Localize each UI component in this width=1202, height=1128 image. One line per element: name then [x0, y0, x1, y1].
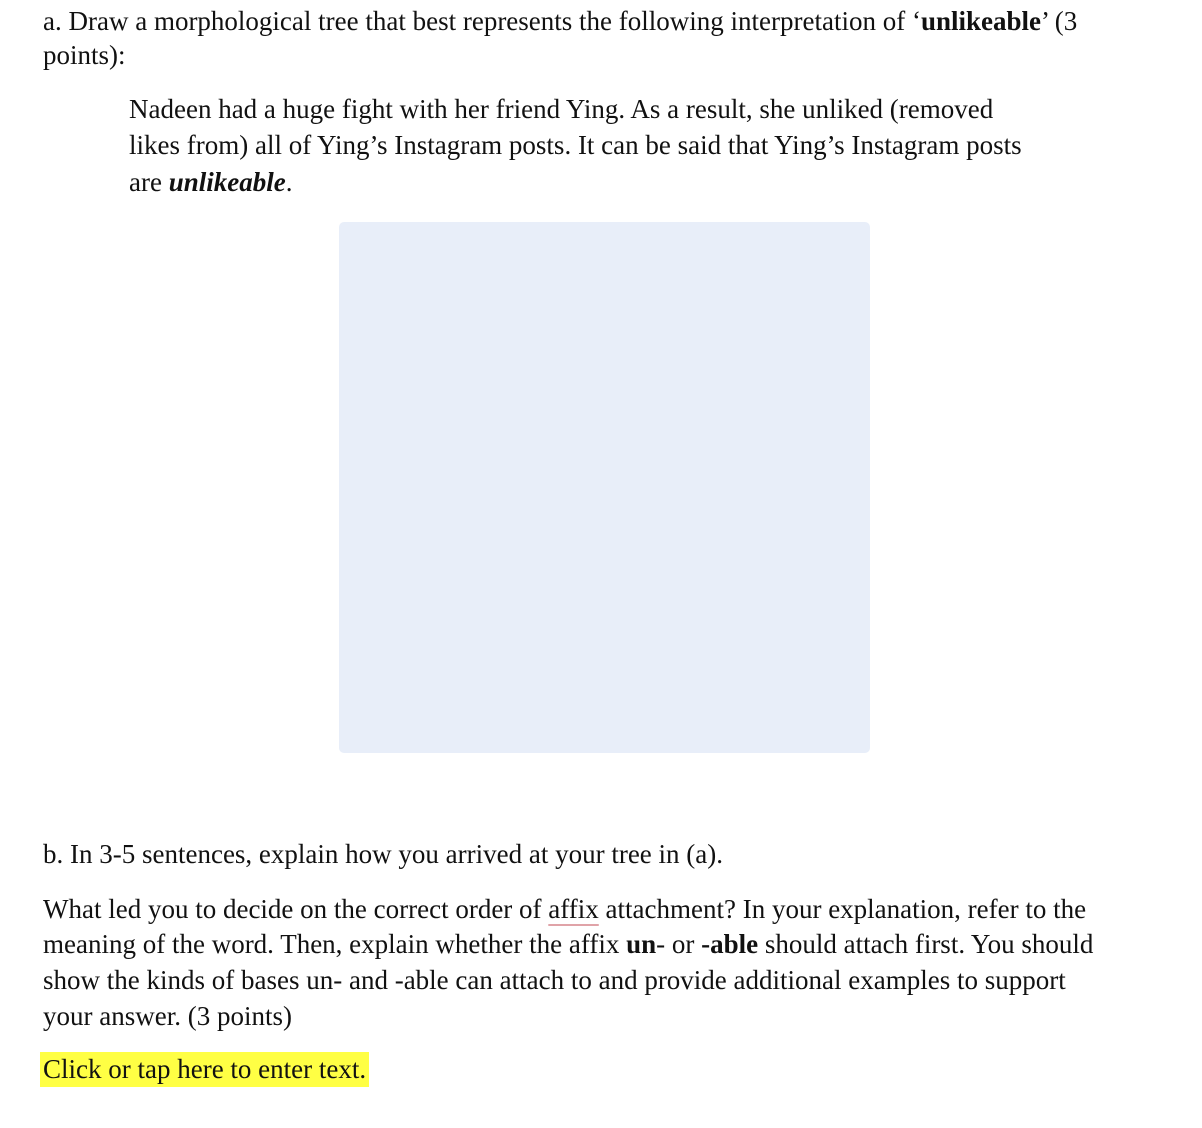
part-a-question-line1: a. Draw a morphological tree that best represents the following interpretation of ‘unlikeable’ (3 — [43, 6, 1078, 36]
scenario-line2: likes from) all of Ying’s Instagram posts. It can be said that Ying’s Instagram posts — [129, 130, 1022, 160]
question-target-word: unlikeable — [920, 6, 1041, 36]
scenario-target-word: unlikeable — [168, 167, 286, 197]
scenario-line3: are unlikeable. — [129, 167, 293, 197]
affix-un: un — [626, 929, 657, 959]
part-b-para-line2: meaning of the word. Then, explain whether the affix un- or -able should attach first. You should — [43, 929, 1094, 959]
scenario-line1: Nadeen had a huge fight with her friend Ying. As a result, she unliked (removed — [129, 94, 994, 124]
spellcheck-underlined-word: affix — [548, 894, 599, 924]
part-b-para-line4: your answer. (3 points) — [43, 1001, 292, 1031]
part-b-para-line1: What led you to decide on the correct order of affix attachment? In your explanation, refer to the — [43, 894, 1087, 924]
part-b-para-line3: show the kinds of bases un- and -able can attach to and provide additional examples to support — [43, 965, 1066, 995]
part-b-question: b. In 3-5 sentences, explain how you arrived at your tree in (a). — [43, 839, 724, 869]
part-a-question-line2: points): — [43, 40, 126, 70]
affix-able: -able — [701, 929, 759, 959]
answer-text-field[interactable]: Click or tap here to enter text. — [40, 1052, 369, 1087]
tree-drawing-canvas[interactable] — [339, 222, 870, 753]
